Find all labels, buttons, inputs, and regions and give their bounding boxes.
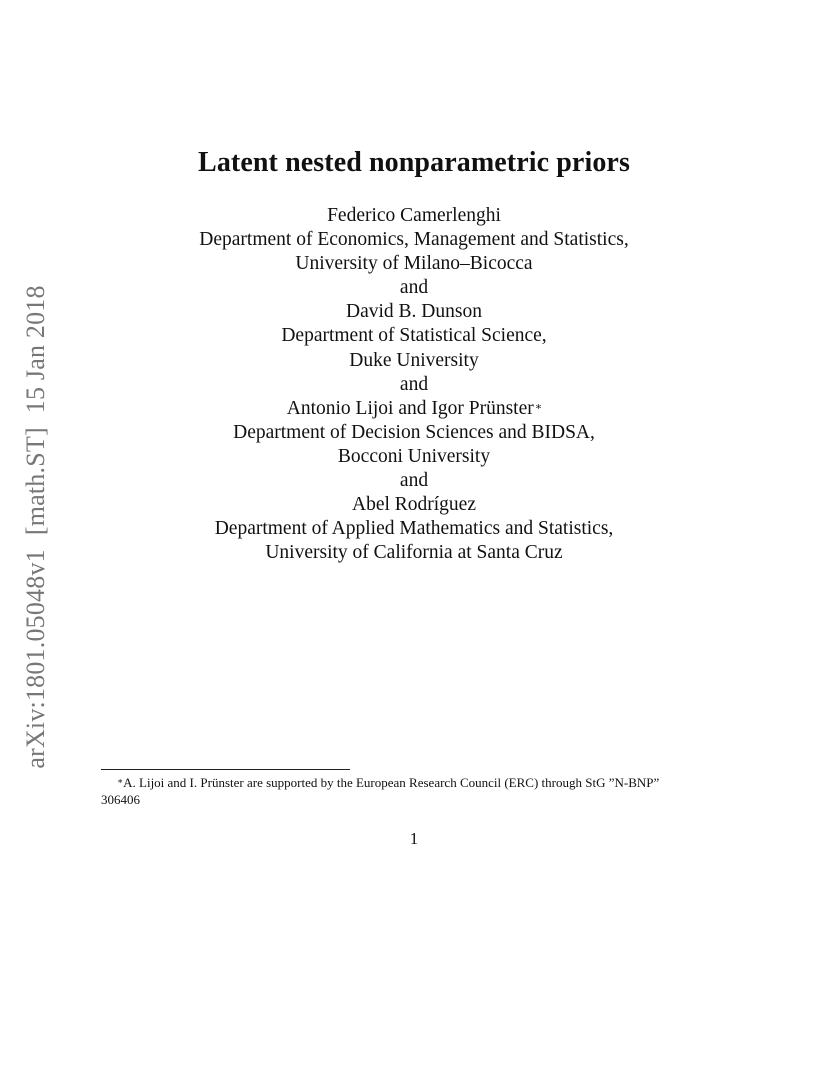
author-separator: and (399, 277, 429, 299)
author-separator: and (399, 373, 429, 395)
footnote (101, 774, 741, 808)
footnote-text: A. Lijoi and I. Prünster are supported by the European Research Council (ERC) through StG ”N-BNP” (123, 775, 660, 790)
author-affiliation: Department of Economics, Management and Statistics, (199, 229, 629, 251)
author-separator: and (399, 470, 429, 492)
author-affiliation: Department of Statistical Science, (281, 325, 547, 347)
author-affiliation: Department of Decision Sciences and BIDSA, (233, 421, 595, 443)
page-number: 1 (409, 829, 419, 848)
author-block (0, 204, 828, 565)
author-name: Federico Camerlenghi (327, 205, 501, 226)
author-name-with-footnote (0, 397, 828, 421)
author-affiliation: Duke University (349, 349, 479, 371)
footnote-rule (101, 769, 350, 770)
footnote-marker: ∗ (534, 400, 543, 413)
author-affiliation: University of California at Santa Cruz (265, 542, 563, 564)
paper-title: Latent nested nonparametric priors (198, 147, 630, 178)
footnote-text-continued: 306406 (101, 792, 140, 807)
author-affiliation: University of Milano–Bicocca (295, 253, 533, 275)
arxiv-date: 15 Jan 2018 (21, 285, 50, 414)
author-affiliation: Bocconi University (337, 445, 491, 467)
author-name: David B. Dunson (346, 301, 482, 323)
author-affiliation: Department of Applied Mathematics and Statistics, (214, 518, 614, 540)
arxiv-id: arXiv:1801.05048v1 (21, 549, 50, 769)
author-name: Abel Rodríguez (351, 494, 476, 516)
footnote-mark: ∗ (117, 776, 124, 786)
author-name: Antonio Lijoi and Igor Prünster (286, 397, 534, 419)
arxiv-category: [math.ST] (21, 427, 50, 536)
